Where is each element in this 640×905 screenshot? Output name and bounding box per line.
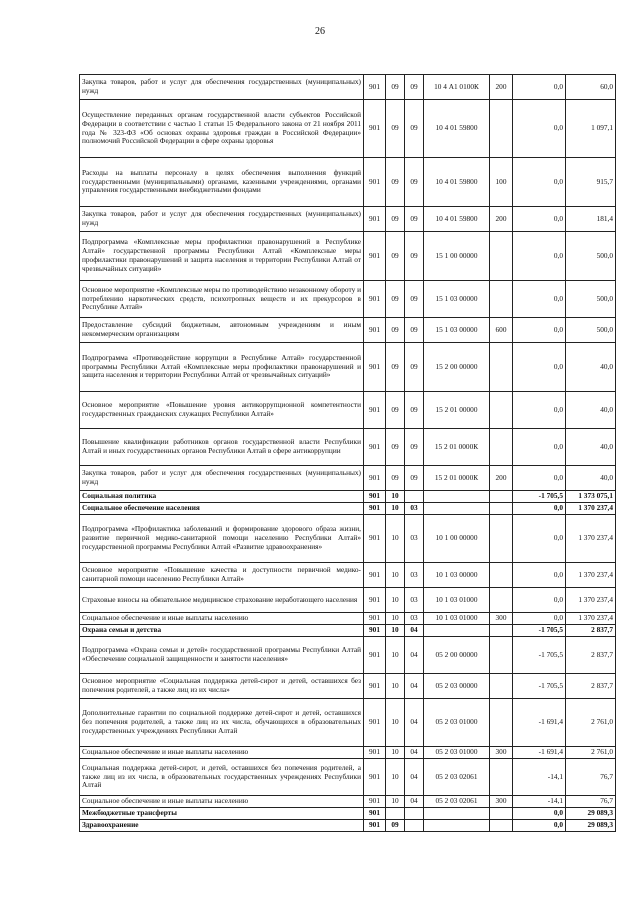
target-article-cell	[424, 503, 490, 515]
table-row	[80, 207, 616, 232]
grbs-code-cell: 901	[364, 563, 386, 588]
subsection-code-cell: 09	[405, 158, 424, 207]
table-row	[80, 75, 616, 100]
grbs-code-cell: 901	[364, 491, 386, 503]
row-name-cell: Подпрограмма «Профилактика заболеваний и формирование здорового образа жизни, развитие первичной медико-санитарной помощи населению Республики Алтай» государственной программы Республики Алтай «Развитие здравоохранения»	[80, 515, 364, 563]
section-code-cell: 10	[386, 637, 405, 674]
grbs-code-cell: 901	[364, 515, 386, 563]
subsection-code-cell: 03	[405, 503, 424, 515]
total-amount-cell: 1 370 237,4	[566, 588, 616, 613]
target-article-cell	[424, 491, 490, 503]
target-article-cell: 10 4 01 59800	[424, 158, 490, 207]
change-amount-cell: 0,0	[513, 515, 566, 563]
change-amount-cell: 0,0	[513, 563, 566, 588]
section-code-cell: 09	[386, 100, 405, 158]
grbs-code-cell: 901	[364, 232, 386, 281]
expense-type-cell	[490, 625, 513, 637]
grbs-code-cell: 901	[364, 318, 386, 343]
subsection-code-cell: 04	[405, 747, 424, 759]
grbs-code-cell: 901	[364, 158, 386, 207]
subsection-code-cell: 09	[405, 207, 424, 232]
table-row	[80, 232, 616, 281]
expense-type-cell	[490, 392, 513, 429]
expense-type-cell: 300	[490, 747, 513, 759]
total-amount-cell: 40,0	[566, 392, 616, 429]
subsection-code-cell: 04	[405, 699, 424, 747]
table-row	[80, 637, 616, 674]
section-code-cell: 10	[386, 563, 405, 588]
section-code-cell: 10	[386, 625, 405, 637]
grbs-code-cell: 901	[364, 747, 386, 759]
target-article-cell	[424, 625, 490, 637]
subsection-code-cell: 03	[405, 515, 424, 563]
table-row	[80, 625, 616, 637]
target-article-cell: 10 1 03 01000	[424, 613, 490, 625]
table-row	[80, 820, 616, 832]
grbs-code-cell: 901	[364, 207, 386, 232]
section-code-cell: 09	[386, 281, 405, 318]
table-row	[80, 158, 616, 207]
grbs-code-cell: 901	[364, 808, 386, 820]
row-name-cell: Подпрограмма «Комплексные меры профилактики правонарушений в Республике Алтай» государственной программы Республики Алтай «Комплексные меры профилактики правонарушений и защита населения и территории Республики Алтай от чрезвычайных ситуаций»	[80, 232, 364, 281]
total-amount-cell: 500,0	[566, 281, 616, 318]
section-code-cell: 10	[386, 759, 405, 796]
row-name-cell: Социальное обеспечение населения	[80, 503, 364, 515]
target-article-cell: 05 2 03 02061	[424, 796, 490, 808]
row-name-cell: Расходы на выплаты персоналу в целях обеспечения выполнения функций государственными (муниципальными) органами, казенными учреждениями, органами управления государственными внебюджетными фондами	[80, 158, 364, 207]
grbs-code-cell: 901	[364, 503, 386, 515]
table-row	[80, 281, 616, 318]
subsection-code-cell: 04	[405, 674, 424, 699]
total-amount-cell: 915,7	[566, 158, 616, 207]
total-amount-cell: 76,7	[566, 759, 616, 796]
table-row	[80, 466, 616, 491]
grbs-code-cell: 901	[364, 637, 386, 674]
expense-type-cell	[490, 281, 513, 318]
row-name-cell: Осуществление переданных органам государственной власти субъектов Российской Федерации в соответствии с частью 1 статьи 15 Федерального закона от 21 ноября 2011 года № 323-ФЗ «Об основах охраны здоровья граждан в Российской Федерации» полномочий Российской Федерации в сфере охраны здоровья	[80, 100, 364, 158]
total-amount-cell: 500,0	[566, 232, 616, 281]
row-name-cell: Основное мероприятие «Повышение качества и доступности первичной медико-санитарной помощи населению Республики Алтай»	[80, 563, 364, 588]
total-amount-cell: 29 089,3	[566, 820, 616, 832]
section-code-cell: 10	[386, 674, 405, 699]
row-name-cell: Страховые взносы на обязательное медицинское страхование неработающего населения	[80, 588, 364, 613]
expense-type-cell	[490, 808, 513, 820]
change-amount-cell: 0,0	[513, 503, 566, 515]
expense-type-cell	[490, 637, 513, 674]
target-article-cell: 15 2 01 0000К	[424, 429, 490, 466]
change-amount-cell: 0,0	[513, 343, 566, 392]
section-code-cell: 09	[386, 75, 405, 100]
row-name-cell: Подпрограмма «Охрана семьи и детей» государственной программы Республики Алтай «Обеспечение социальной защищенности и занятости населения»	[80, 637, 364, 674]
section-code-cell: 10	[386, 503, 405, 515]
expense-type-cell: 600	[490, 318, 513, 343]
table-row	[80, 318, 616, 343]
expense-type-cell	[490, 343, 513, 392]
section-code-cell: 10	[386, 588, 405, 613]
expense-type-cell	[490, 503, 513, 515]
change-amount-cell: 0,0	[513, 100, 566, 158]
section-code-cell: 10	[386, 699, 405, 747]
total-amount-cell: 1 370 237,4	[566, 503, 616, 515]
change-amount-cell: 0,0	[513, 318, 566, 343]
subsection-code-cell: 09	[405, 100, 424, 158]
table-row	[80, 429, 616, 466]
expense-type-cell: 300	[490, 796, 513, 808]
row-name-cell: Социальное обеспечение и иные выплаты населению	[80, 796, 364, 808]
section-code-cell: 09	[386, 158, 405, 207]
change-amount-cell: 0,0	[513, 392, 566, 429]
grbs-code-cell: 901	[364, 343, 386, 392]
change-amount-cell: -1 705,5	[513, 637, 566, 674]
target-article-cell: 05 2 03 02061	[424, 759, 490, 796]
target-article-cell: 10 1 00 00000	[424, 515, 490, 563]
target-article-cell: 10 1 03 01000	[424, 588, 490, 613]
total-amount-cell: 2 837,7	[566, 637, 616, 674]
row-name-cell: Подпрограмма «Противодействие коррупции в Республике Алтай» государственной программы Республики Алтай «Комплексные меры профилактики правонарушений и защита населения и территории Республики Алтай от чрезвычайных ситуаций»	[80, 343, 364, 392]
change-amount-cell: 0,0	[513, 281, 566, 318]
subsection-code-cell: 04	[405, 796, 424, 808]
change-amount-cell: 0,0	[513, 808, 566, 820]
total-amount-cell: 2 837,7	[566, 674, 616, 699]
row-name-cell: Социальное обеспечение и иные выплаты населению	[80, 747, 364, 759]
grbs-code-cell: 901	[364, 392, 386, 429]
subsection-code-cell: 09	[405, 392, 424, 429]
section-code-cell: 10	[386, 515, 405, 563]
expense-type-cell	[490, 515, 513, 563]
total-amount-cell: 40,0	[566, 429, 616, 466]
budget-table	[79, 74, 616, 832]
change-amount-cell: 0,0	[513, 588, 566, 613]
row-name-cell: Основное мероприятие «Комплексные меры по противодействию незаконному обороту и потреблению наркотических средств, психотропных веществ и их прекурсоров в Республике Алтай»	[80, 281, 364, 318]
expense-type-cell	[490, 232, 513, 281]
table-row	[80, 796, 616, 808]
expense-type-cell	[490, 563, 513, 588]
table-row	[80, 674, 616, 699]
grbs-code-cell: 901	[364, 466, 386, 491]
row-name-cell: Закупка товаров, работ и услуг для обеспечения государственных (муниципальных) нужд	[80, 207, 364, 232]
total-amount-cell: 40,0	[566, 466, 616, 491]
row-name-cell: Межбюджетные трансферты	[80, 808, 364, 820]
row-name-cell: Закупка товаров, работ и услуг для обеспечения государственных (муниципальных) нужд	[80, 75, 364, 100]
total-amount-cell: 1 373 075,1	[566, 491, 616, 503]
target-article-cell: 10 4 01 59800	[424, 207, 490, 232]
section-code-cell: 10	[386, 796, 405, 808]
table-row	[80, 699, 616, 747]
section-code-cell: 10	[386, 747, 405, 759]
subsection-code-cell: 04	[405, 625, 424, 637]
target-article-cell: 15 1 03 00000	[424, 281, 490, 318]
total-amount-cell: 2 761,0	[566, 747, 616, 759]
change-amount-cell: 0,0	[513, 429, 566, 466]
section-code-cell: 09	[386, 207, 405, 232]
subsection-code-cell: 03	[405, 613, 424, 625]
target-article-cell: 15 1 03 00000	[424, 318, 490, 343]
row-name-cell: Основное мероприятие «Повышение уровня антикоррупционной компетентности государственных гражданских служащих Республики Алтай»	[80, 392, 364, 429]
change-amount-cell: 0,0	[513, 613, 566, 625]
target-article-cell	[424, 808, 490, 820]
expense-type-cell	[490, 588, 513, 613]
target-article-cell: 10 1 03 00000	[424, 563, 490, 588]
total-amount-cell: 1 370 237,4	[566, 613, 616, 625]
row-name-cell: Социальная поддержка детей-сирот, и детей, оставшихся без попечения родителей, а также лиц из их числа, в образовательных государственных учреждениях Республики Алтай	[80, 759, 364, 796]
section-code-cell: 09	[386, 318, 405, 343]
total-amount-cell: 29 089,3	[566, 808, 616, 820]
grbs-code-cell: 901	[364, 75, 386, 100]
change-amount-cell: 0,0	[513, 232, 566, 281]
expense-type-cell	[490, 674, 513, 699]
subsection-code-cell: 04	[405, 759, 424, 796]
table-row	[80, 100, 616, 158]
target-article-cell: 05 2 00 00000	[424, 637, 490, 674]
total-amount-cell: 2 761,0	[566, 699, 616, 747]
subsection-code-cell	[405, 491, 424, 503]
target-article-cell: 05 2 03 01000	[424, 699, 490, 747]
expense-type-cell: 300	[490, 613, 513, 625]
grbs-code-cell: 901	[364, 625, 386, 637]
table-row	[80, 759, 616, 796]
subsection-code-cell: 09	[405, 281, 424, 318]
target-article-cell: 10 4 01 59800	[424, 100, 490, 158]
section-code-cell: 09	[386, 232, 405, 281]
grbs-code-cell: 901	[364, 796, 386, 808]
section-code-cell: 09	[386, 466, 405, 491]
grbs-code-cell: 901	[364, 429, 386, 466]
subsection-code-cell: 09	[405, 429, 424, 466]
table-row	[80, 563, 616, 588]
grbs-code-cell: 901	[364, 613, 386, 625]
table-row	[80, 343, 616, 392]
section-code-cell: 09	[386, 429, 405, 466]
table-row	[80, 503, 616, 515]
section-code-cell: 10	[386, 491, 405, 503]
subsection-code-cell	[405, 808, 424, 820]
total-amount-cell: 1 097,1	[566, 100, 616, 158]
change-amount-cell: -1 691,4	[513, 699, 566, 747]
target-article-cell: 05 2 03 01000	[424, 747, 490, 759]
total-amount-cell: 60,0	[566, 75, 616, 100]
section-code-cell	[386, 808, 405, 820]
grbs-code-cell: 901	[364, 100, 386, 158]
subsection-code-cell: 09	[405, 75, 424, 100]
expense-type-cell: 200	[490, 207, 513, 232]
total-amount-cell: 1 370 237,4	[566, 563, 616, 588]
section-code-cell: 10	[386, 613, 405, 625]
grbs-code-cell: 901	[364, 759, 386, 796]
section-code-cell: 09	[386, 343, 405, 392]
expense-type-cell	[490, 429, 513, 466]
change-amount-cell: 0,0	[513, 207, 566, 232]
row-name-cell: Закупка товаров, работ и услуг для обеспечения государственных (муниципальных) нужд	[80, 466, 364, 491]
expense-type-cell	[490, 820, 513, 832]
total-amount-cell: 40,0	[566, 343, 616, 392]
total-amount-cell: 181,4	[566, 207, 616, 232]
section-code-cell: 09	[386, 392, 405, 429]
table-row	[80, 588, 616, 613]
target-article-cell: 10 4 А1 0100К	[424, 75, 490, 100]
change-amount-cell: -1 705,5	[513, 674, 566, 699]
target-article-cell: 15 2 01 0000К	[424, 466, 490, 491]
change-amount-cell: -1 705,5	[513, 491, 566, 503]
subsection-code-cell: 09	[405, 232, 424, 281]
table-row	[80, 515, 616, 563]
expense-type-cell: 100	[490, 158, 513, 207]
subsection-code-cell: 03	[405, 588, 424, 613]
table-row	[80, 808, 616, 820]
section-code-cell: 09	[386, 820, 405, 832]
page-number: 26	[315, 26, 325, 37]
target-article-cell: 15 1 00 00000	[424, 232, 490, 281]
table-row	[80, 613, 616, 625]
total-amount-cell: 500,0	[566, 318, 616, 343]
change-amount-cell: 0,0	[513, 820, 566, 832]
grbs-code-cell: 901	[364, 699, 386, 747]
subsection-code-cell	[405, 820, 424, 832]
row-name-cell: Дополнительные гарантии по социальной поддержке детей-сирот и детей, оставшихся без попечения родителей, а также лиц из их числа, обучающихся в образовательных государственных учреждениях Республики Алтай	[80, 699, 364, 747]
total-amount-cell: 1 370 237,4	[566, 515, 616, 563]
change-amount-cell: 0,0	[513, 75, 566, 100]
subsection-code-cell: 09	[405, 466, 424, 491]
target-article-cell: 15 2 01 00000	[424, 392, 490, 429]
change-amount-cell: -1 691,4	[513, 747, 566, 759]
row-name-cell: Социальное обеспечение и иные выплаты населению	[80, 613, 364, 625]
subsection-code-cell: 04	[405, 637, 424, 674]
subsection-code-cell: 03	[405, 563, 424, 588]
target-article-cell: 05 2 03 00000	[424, 674, 490, 699]
subsection-code-cell: 09	[405, 318, 424, 343]
expense-type-cell	[490, 759, 513, 796]
change-amount-cell: 0,0	[513, 466, 566, 491]
table-row	[80, 392, 616, 429]
grbs-code-cell: 901	[364, 281, 386, 318]
target-article-cell	[424, 820, 490, 832]
subsection-code-cell: 09	[405, 343, 424, 392]
expense-type-cell	[490, 100, 513, 158]
change-amount-cell: -14,1	[513, 796, 566, 808]
change-amount-cell: 0,0	[513, 158, 566, 207]
grbs-code-cell: 901	[364, 588, 386, 613]
row-name-cell: Повышение квалификации работников органов государственной власти Республики Алтай и иных государственных органов Республики Алтай в сфере антикоррупции	[80, 429, 364, 466]
change-amount-cell: -14,1	[513, 759, 566, 796]
expense-type-cell: 200	[490, 75, 513, 100]
row-name-cell: Основное мероприятие «Социальная поддержка детей-сирот и детей, оставшихся без попечения родителей, а также лиц из их числа»	[80, 674, 364, 699]
row-name-cell: Здравоохранение	[80, 820, 364, 832]
budget-table-body	[80, 75, 616, 832]
row-name-cell: Социальная политика	[80, 491, 364, 503]
grbs-code-cell: 901	[364, 674, 386, 699]
change-amount-cell: -1 705,5	[513, 625, 566, 637]
expense-type-cell: 200	[490, 466, 513, 491]
target-article-cell: 15 2 00 00000	[424, 343, 490, 392]
grbs-code-cell: 901	[364, 820, 386, 832]
row-name-cell: Предоставление субсидий бюджетным, автономным учреждениям и иным некоммерческим организациям	[80, 318, 364, 343]
total-amount-cell: 76,7	[566, 796, 616, 808]
table-row	[80, 747, 616, 759]
table-row	[80, 491, 616, 503]
row-name-cell: Охрана семьи и детства	[80, 625, 364, 637]
expense-type-cell	[490, 491, 513, 503]
total-amount-cell: 2 837,7	[566, 625, 616, 637]
expense-type-cell	[490, 699, 513, 747]
